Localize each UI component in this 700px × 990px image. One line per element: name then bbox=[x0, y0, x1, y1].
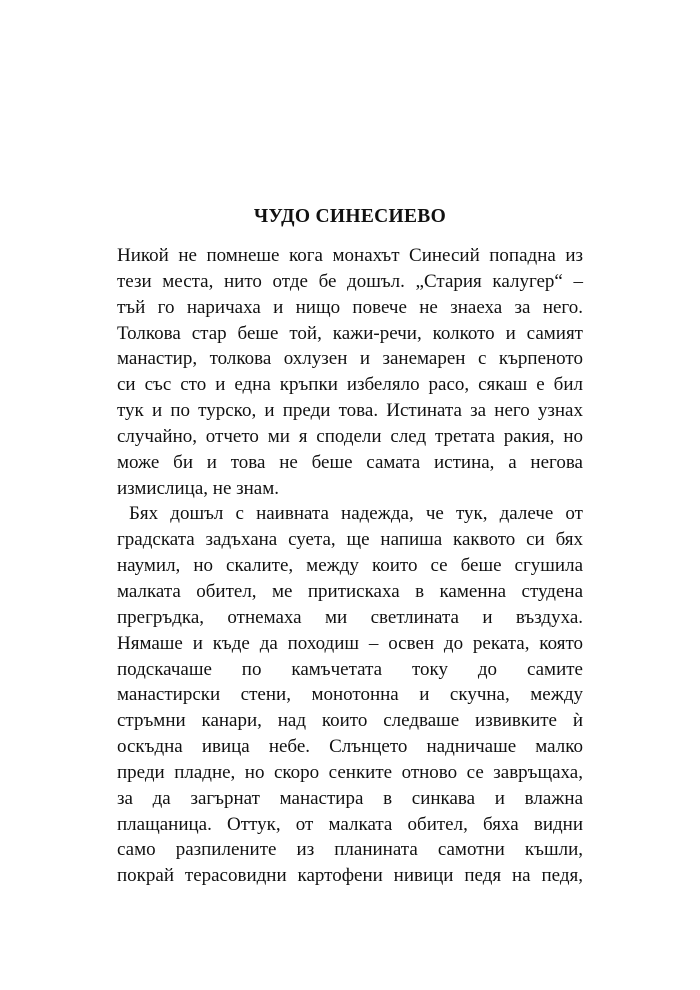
text-line: манастирски стени, монотонна и скучна, между bbox=[117, 684, 583, 706]
text-line: покрай терасовидни картофени нивици педя на педя, bbox=[117, 865, 583, 887]
text-line: може би и това не беше самата истина, а негова bbox=[117, 451, 583, 473]
text-line: манастир, толкова охлузен и занемарен с кърпеното bbox=[117, 348, 583, 370]
text-line: плащаница. Оттук, от малката обител, бяха видни bbox=[117, 813, 583, 835]
text-line: само разпилените из планината самотни къшли, bbox=[117, 839, 583, 861]
text-line: Никой не помнеше кога монахът Синесий попадна из bbox=[117, 245, 583, 266]
text-line: Нямаше и къде да походиш – освен до реката, която bbox=[117, 632, 583, 654]
chapter-title: ЧУДО СИНЕСИЕВО bbox=[253, 206, 447, 227]
chapter-text bbox=[117, 243, 583, 889]
text-line: малката обител, ме притискаха в каменна студена bbox=[117, 580, 583, 602]
text-line: подскачаше по камъчетата току до самите bbox=[117, 658, 583, 680]
text-line: прегръдка, отнемаха ми светлината и въздуха. bbox=[117, 606, 583, 628]
text-line: оскъдна ивица небе. Слънцето надничаше малко bbox=[117, 736, 583, 758]
text-line: Бях дошъл с наивната надежда, че тук, далече от bbox=[129, 503, 583, 525]
text-line: стръмни канари, над които следваше извивките ѝ bbox=[117, 710, 583, 732]
text-line: измислица, не знам. bbox=[117, 477, 280, 499]
text-line: преди пладне, но скоро сенките отново се завръщаха, bbox=[117, 761, 583, 783]
text-line: тъй го наричаха и нищо повече не знаеха за него. bbox=[117, 296, 583, 318]
text-line: Толкова стар беше той, кажи-речи, колкото и самият bbox=[117, 322, 583, 344]
text-line: тук и по турско, и преди това. Истината за него узнах bbox=[117, 400, 583, 422]
text-line: тези места, нито отде бе дошъл. „Стария калугер“ – bbox=[117, 270, 583, 292]
text-line: си със сто и една кръпки избеляло расо, сякаш е бил bbox=[117, 374, 583, 396]
text-line: за да загърнат манастира в синкава и влажна bbox=[117, 787, 583, 809]
text-line: наумил, но скалите, между които се беше сгушила bbox=[117, 555, 583, 577]
text-line: градската задъхана суета, ще напиша каквото си бях bbox=[117, 529, 583, 551]
text-line: случайно, отчето ми я сподели след третата ракия, но bbox=[117, 425, 583, 447]
